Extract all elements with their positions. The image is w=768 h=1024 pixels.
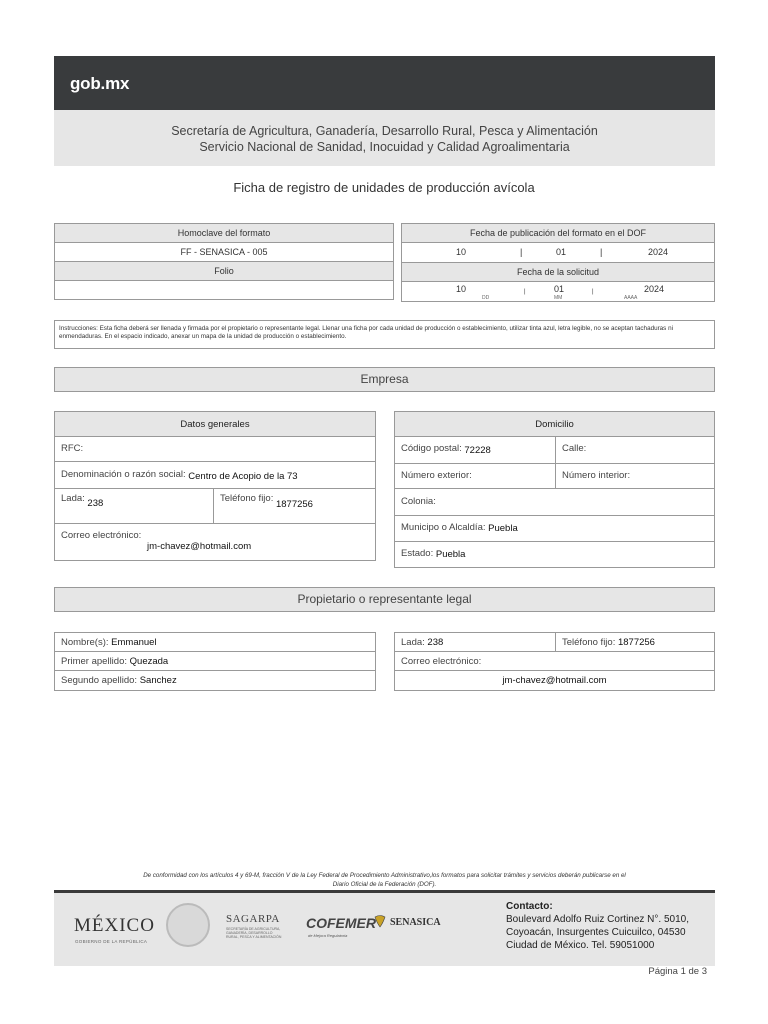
servicio-name: Servicio Nacional de Sanidad, Inocuidad y Calidad Agroalimentaria bbox=[199, 140, 570, 154]
propietario-lada-label: Lada: bbox=[401, 636, 425, 648]
propietario-name-box bbox=[54, 632, 376, 691]
calle-label: Calle: bbox=[562, 443, 587, 454]
propietario-telefono-label: Teléfono fijo: bbox=[562, 636, 616, 648]
razon-social-value: Centro de Acopio de la 73 bbox=[188, 471, 298, 482]
estado-row[interactable] bbox=[395, 542, 714, 567]
numero-interior-label: Número interior: bbox=[562, 470, 631, 481]
dates-table bbox=[401, 223, 715, 302]
gob-mx-logo[interactable]: gob.mx bbox=[70, 74, 130, 93]
rfc-row[interactable] bbox=[55, 437, 375, 462]
pub-year: 2024 bbox=[648, 247, 669, 257]
datos-generales-title: Datos generales bbox=[55, 412, 375, 437]
contact-line-2: Coyoacán, Insurgentes Cuicuilco, 04530 bbox=[506, 927, 686, 938]
lada-label: Lada: bbox=[61, 493, 85, 504]
colonia-row[interactable] bbox=[395, 489, 714, 516]
sol-month: 01 bbox=[554, 284, 565, 294]
propietario-contact-box bbox=[394, 632, 715, 691]
email-row[interactable] bbox=[55, 524, 375, 560]
colonia-label: Colonia: bbox=[401, 496, 436, 507]
pub-date-field[interactable] bbox=[402, 243, 715, 263]
email-value: jm-chavez@hotmail.com bbox=[147, 541, 252, 552]
propietario-lada-field[interactable] bbox=[395, 633, 555, 652]
phone-row bbox=[55, 489, 375, 524]
mexico-logo-subtitle: GOBIERNO DE LA REPÚBLICA bbox=[75, 939, 148, 944]
sol-year: 2024 bbox=[644, 284, 665, 294]
razon-social-label: Denominación o razón social: bbox=[61, 469, 186, 480]
numero-exterior-label: Número exterior: bbox=[401, 470, 472, 481]
municipio-row[interactable] bbox=[395, 516, 714, 542]
date-separator: | bbox=[524, 289, 526, 295]
contact-title: Contacto: bbox=[506, 901, 553, 912]
contact-block bbox=[506, 900, 689, 952]
codigo-postal-field[interactable] bbox=[395, 437, 555, 463]
primer-apellido-label: Primer apellido: bbox=[61, 655, 127, 667]
numero-exterior-field[interactable] bbox=[395, 464, 555, 488]
lada-value: 238 bbox=[87, 498, 104, 509]
propietario-section-title: Propietario o representante legal bbox=[54, 587, 715, 612]
senasica-logo: SENASICA bbox=[390, 917, 441, 928]
national-seal-icon bbox=[166, 903, 210, 947]
email-label: Correo electrónico: bbox=[61, 530, 142, 541]
date-separator: | bbox=[520, 247, 523, 257]
secretaria-name: Secretaría de Agricultura, Ganadería, Desarrollo Rural, Pesca y Alimentación bbox=[171, 124, 598, 138]
telefono-label: Teléfono fijo: bbox=[220, 493, 274, 504]
numero-interior-field[interactable] bbox=[555, 464, 714, 488]
propietario-email-label-row bbox=[395, 652, 714, 671]
sol-date-field[interactable] bbox=[402, 282, 715, 302]
telefono-field[interactable] bbox=[213, 489, 375, 523]
nombre-value: Emmanuel bbox=[111, 636, 157, 648]
estado-label: Estado: bbox=[401, 548, 434, 559]
lada-field[interactable] bbox=[55, 489, 213, 523]
segundo-apellido-label: Segundo apellido: bbox=[61, 675, 138, 686]
contact-line-1: Boulevard Adolfo Ruiz Cortinez N°. 5010, bbox=[506, 914, 689, 925]
homoclave-label: Homoclave del formato bbox=[55, 224, 394, 243]
date-separator: | bbox=[600, 247, 603, 257]
primer-apellido-row[interactable] bbox=[55, 652, 375, 671]
contact-line-3: Ciudad de México. Tel. 59051000 bbox=[506, 940, 655, 951]
legal-line-2: Diario Oficial de la Federación (DOF). bbox=[332, 881, 437, 888]
empresa-section-title: Empresa bbox=[54, 367, 715, 392]
gob-header-bar bbox=[54, 56, 715, 110]
pub-day: 10 bbox=[456, 247, 467, 257]
cofemer-logo: COFEMER bbox=[306, 915, 376, 931]
folio-label: Folio bbox=[55, 262, 394, 281]
aaaa-label: AAAA bbox=[624, 295, 638, 301]
propietario-telefono-field[interactable] bbox=[555, 633, 714, 652]
propietario-email-value: jm-chavez@hotmail.com bbox=[502, 675, 607, 686]
propietario-telefono-value: 1877256 bbox=[617, 636, 655, 648]
propietario-email-label: Correo electrónico: bbox=[401, 655, 482, 667]
nombre-row[interactable] bbox=[55, 633, 375, 652]
segundo-apellido-value: Sanchez bbox=[139, 675, 177, 686]
domicilio-box bbox=[394, 411, 715, 568]
propietario-lada-value: 238 bbox=[427, 636, 444, 648]
legal-note bbox=[54, 871, 715, 889]
datos-generales-box bbox=[54, 411, 376, 561]
municipio-value: Puebla bbox=[488, 523, 518, 534]
document-title: Ficha de registro de unidades de producción avícola bbox=[233, 180, 535, 195]
senasica-leaf-icon bbox=[373, 914, 387, 928]
nombre-label: Nombre(s): bbox=[61, 636, 109, 648]
cofemer-logo-subtitle: de Mejora Regulatoria bbox=[308, 933, 348, 938]
sol-date-label: Fecha de la solicitud bbox=[402, 263, 715, 282]
calle-field[interactable] bbox=[555, 437, 714, 463]
telefono-value: 1877256 bbox=[275, 499, 313, 510]
propietario-email-row[interactable] bbox=[395, 671, 714, 690]
codigo-postal-value: 72228 bbox=[464, 445, 491, 456]
propietario-phone-row bbox=[395, 633, 714, 652]
primer-apellido-value: Quezada bbox=[129, 655, 169, 667]
domicilio-title: Domicilio bbox=[395, 412, 714, 437]
homoclave-table bbox=[54, 223, 394, 300]
mm-label: MM bbox=[554, 295, 563, 301]
agency-band bbox=[54, 110, 715, 166]
homoclave-value[interactable]: FF - SENASICA - 005 bbox=[55, 243, 394, 262]
pub-month: 01 bbox=[556, 247, 567, 257]
sagarpa-logo-subtitle: SECRETARÍA DE AGRICULTURA, GANADERÍA, DESARROLLO RURAL, PESCA Y ALIMENTACIÓN bbox=[226, 927, 282, 939]
pub-date-label: Fecha de publicación del formato en el DOF bbox=[402, 224, 715, 243]
numero-row bbox=[395, 464, 714, 489]
rfc-label: RFC: bbox=[61, 443, 84, 454]
cp-calle-row bbox=[395, 437, 714, 464]
folio-field[interactable] bbox=[55, 281, 394, 300]
date-separator: | bbox=[592, 289, 594, 295]
sagarpa-logo: SAGARPA bbox=[226, 913, 280, 925]
dd-label: DD bbox=[482, 295, 490, 301]
codigo-postal-label: Código postal: bbox=[401, 443, 462, 454]
page-number: Página 1 de 3 bbox=[648, 966, 707, 977]
estado-value: Puebla bbox=[435, 549, 466, 560]
municipio-label: Municipo o Alcaldía: bbox=[401, 522, 486, 533]
sol-day: 10 bbox=[456, 284, 467, 294]
footer bbox=[54, 890, 715, 966]
legal-line-1: De conformidad con los artículos 4 y 69-M, fracción V de la Ley Federal de Procedimiento Administrativo,los formatos para solicitar trámites y servicios deberán publicarse en el bbox=[143, 872, 626, 879]
mexico-logo: MÉXICO bbox=[74, 915, 155, 936]
instructions: Instrucciones: Esta ficha deberá ser llenada y firmada por el propietario o representante legal. Llenar una ficha por cada unidad de producción o establecimiento, utilizar tinta azul, letra legible, no se aceptan tachaduras ni enmendaduras. En el espacio indicado, anexar un mapa de la unidad de producción o establecimiento. bbox=[54, 320, 715, 349]
segundo-apellido-row[interactable] bbox=[55, 671, 375, 690]
razon-social-row[interactable] bbox=[55, 462, 375, 489]
